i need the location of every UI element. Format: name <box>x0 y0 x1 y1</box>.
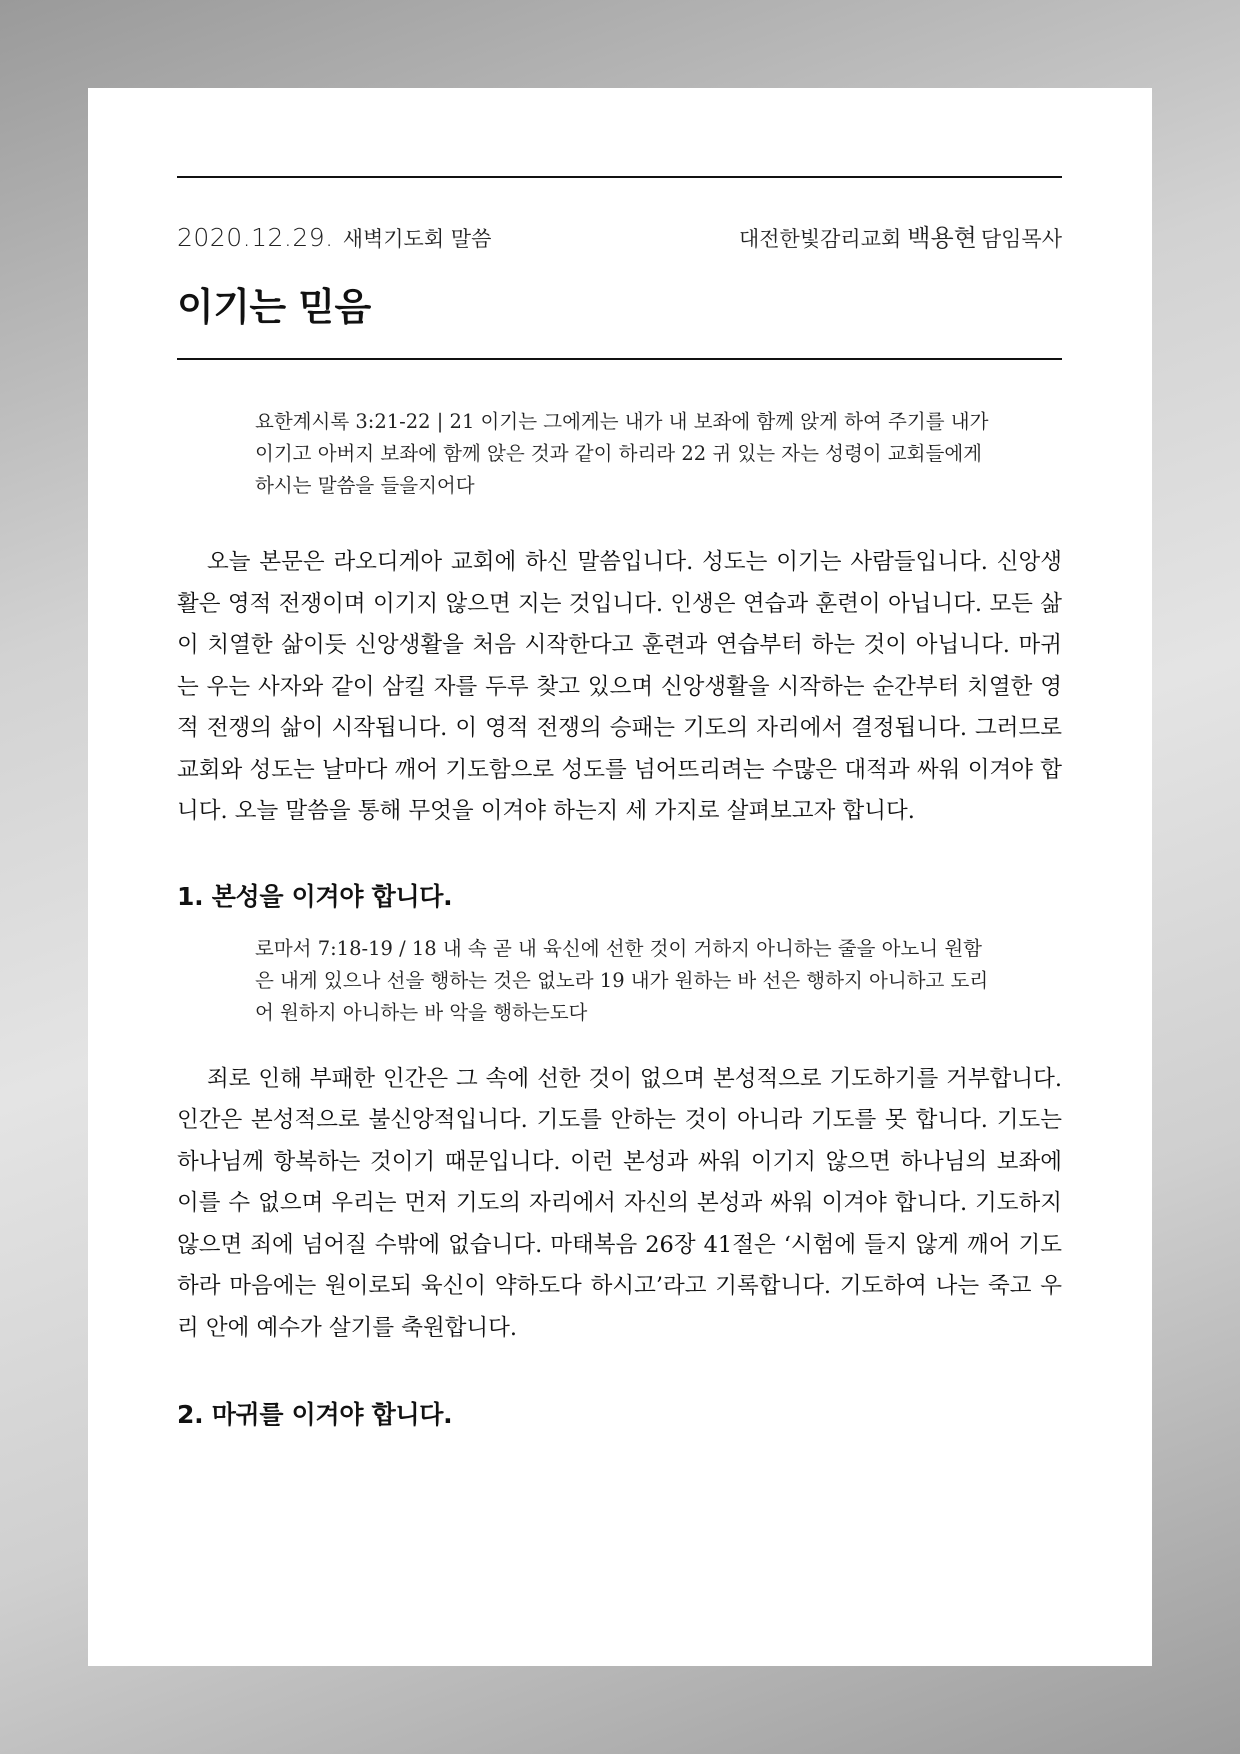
church-name: 대전한빛감리교회 <box>738 227 902 251</box>
service-info <box>177 223 491 253</box>
main-scripture-quote: 요한계시록 3:21-22 | 21 이기는 그에게는 내가 내 보좌에 함께 앉게 하여 주기를 내가 이기고 아버지 보좌에 함께 앉은 것과 같이 하리라 22 귀 있는 자는 성령이 교회들에게 하시는 말씀을 들을지어다 <box>255 410 989 497</box>
header-bottom-rule <box>177 358 1062 360</box>
document-page <box>88 88 1152 1666</box>
section-heading-2: 2. 마귀를 이겨야 합니다. <box>177 1400 453 1429</box>
section-1-scripture-quote: 로마서 7:18-19 / 18 내 속 곧 내 육신에 선한 것이 거하지 아니하는 줄을 아노니 원함은 내게 있으나 선을 행하는 것은 없노라 19 내가 원하는 바 선은 행하지 아니하고 도리어 원하지 아니하는 바 악을 행하는도다 <box>255 936 989 1024</box>
pastor-name: 백용현 <box>907 224 977 252</box>
service-name: 새벽기도회 말씀 <box>342 227 492 251</box>
page-content <box>177 176 1062 1431</box>
section-heading-1: 1. 본성을 이겨야 합니다. <box>177 881 453 911</box>
pastor-title: 담임목사 <box>980 227 1062 251</box>
section-1-paragraph: 죄로 인해 부패한 인간은 그 속에 선한 것이 없으며 본성적으로 기도하기를 거부합니다. 인간은 본성적으로 불신앙적입니다. 기도를 안하는 것이 아니라 기도를 못 합니다. 기도는 하나님께 항복하는 것이기 때문입니다. 이런 본성과 싸워 이기지 않으면 하나님의 보좌에 이를 수 없으며 우리는 먼저 기도의 자리에서 자신의 본성과 싸워 이겨야 합니다. 기도하지 않으면 죄에 넘어질 수밖에 없습니다. 마태복음 26장 41절은 ‘시험에 들지 않게 깨어 기도하라 마음에는 원이로되 육신이 약하도다 하시고’라고 기록합니다. 기도하여 나는 죽고 우리 안에 예수가 살기를 축원합니다. <box>177 1065 1062 1341</box>
header-top-rule <box>177 176 1062 178</box>
header-meta <box>177 218 1062 252</box>
preacher-info <box>739 218 1062 253</box>
intro-paragraph: 오늘 본문은 라오디게아 교회에 하신 말씀입니다. 성도는 이기는 사람들입니다. 신앙생활은 영적 전쟁이며 이기지 않으면 지는 것입니다. 인생은 연습과 훈련이 아닙니다. 모든 삶이 치열한 삶이듯 신앙생활을 처음 시작한다고 훈련과 연습부터 하는 것이 아닙니다. 마귀는 우는 사자와 같이 삼킬 자를 두루 찾고 있으며 신앙생활을 시작하는 순간부터 치열한 영적 전쟁의 삶이 시작됩니다. 이 영적 전쟁의 승패는 기도의 자리에서 결정됩니다. 그러므로 교회와 성도는 날마다 깨어 기도함으로 성도를 넘어뜨리려는 수많은 대적과 싸워 이겨야 합니다. 오늘 말씀을 통해 무엇을 이겨야 하는지 세 가지로 살펴보고자 합니다. <box>177 549 1062 824</box>
sermon-date: 2020.12.29. <box>177 223 334 252</box>
sermon-title: 이기는 믿음 <box>177 285 371 329</box>
